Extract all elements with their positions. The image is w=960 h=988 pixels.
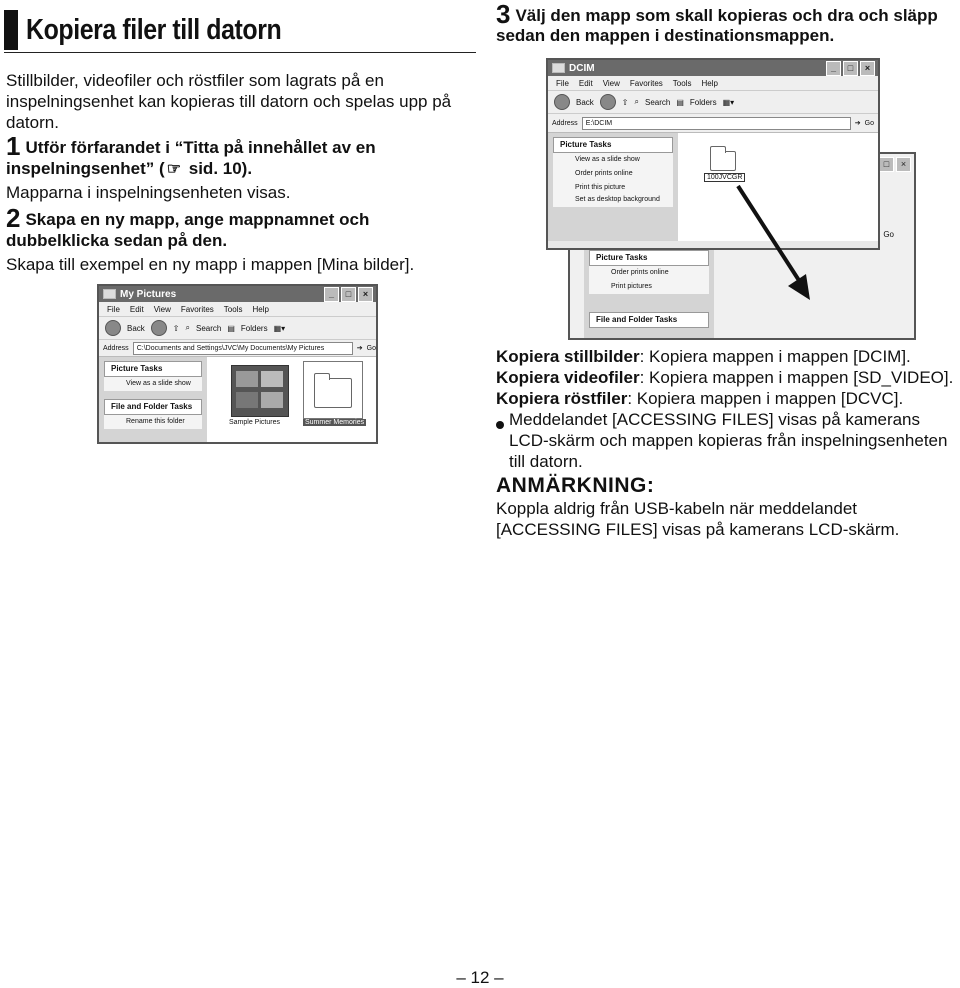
- menu-bar: [99, 302, 376, 317]
- dcim-go-arrow-icon[interactable]: ➔: [854, 120, 861, 127]
- page-title: Kopiera filer till datorn: [26, 14, 282, 46]
- dcim-address-label: Address: [552, 119, 578, 127]
- file-view: [207, 357, 376, 443]
- dcim-folders-icon: ▤: [676, 97, 684, 107]
- dcim-address-bar: [548, 114, 878, 133]
- task-pane: [99, 357, 207, 443]
- dcim-task-pane: [548, 133, 678, 241]
- 100jvcgr-folder-label[interactable]: 100JVCGR: [704, 173, 745, 182]
- close-button[interactable]: ×: [358, 287, 373, 302]
- note-heading: ANMÄRKNING:: [496, 474, 655, 497]
- pointing-hand-icon: ☞: [166, 161, 182, 178]
- step-1-heading-b: sid. 10).: [184, 159, 253, 178]
- dcim-back-arrow-icon[interactable]: [554, 94, 570, 110]
- file-folder-tasks-header[interactable]: File and Folder Tasks: [104, 399, 202, 415]
- dcim-up-folder-icon[interactable]: ⇧: [621, 97, 629, 107]
- step-3-heading: [496, 0, 956, 46]
- 100jvcgr-folder-icon[interactable]: [710, 151, 736, 171]
- step-2-heading-text: Skapa en ny mapp, ange mappnamnet och dubbelklicka sedan på den.: [6, 210, 370, 250]
- dest-picture-tasks-header[interactable]: Picture Tasks: [589, 250, 709, 266]
- page-title-block: [4, 10, 476, 53]
- step-2-text: Skapa till exempel en ny mapp i mappen [Mina bilder].: [6, 255, 415, 274]
- search-button[interactable]: Search: [195, 323, 222, 333]
- dcim-search-icon: ⌕: [634, 97, 639, 106]
- dcim-menu-bar: [548, 76, 878, 91]
- step-1-text: Mapparna i inspelningsenheten visas.: [6, 183, 291, 202]
- drag-arrow-icon: [700, 170, 820, 310]
- dcim-folders-button[interactable]: Folders: [689, 97, 717, 107]
- go-arrow-icon[interactable]: ➔: [356, 345, 363, 352]
- views-icon[interactable]: ▦▾: [273, 323, 286, 333]
- dest-task-print-pictures[interactable]: Print pictures: [589, 280, 709, 294]
- dcim-views-icon[interactable]: ▦▾: [722, 97, 735, 107]
- back-button[interactable]: Back: [127, 323, 145, 333]
- back-arrow-icon[interactable]: [105, 320, 121, 336]
- dcim-menu-edit[interactable]: Edit: [578, 78, 593, 88]
- go-button[interactable]: Go: [366, 344, 376, 352]
- folders-button[interactable]: Folders: [240, 323, 268, 333]
- menu-view[interactable]: View: [153, 304, 171, 314]
- dest-task-order-prints[interactable]: Order prints online: [589, 266, 709, 280]
- bullet-icon: [496, 421, 504, 429]
- dcim-menu-view[interactable]: View: [602, 78, 620, 88]
- menu-edit[interactable]: Edit: [129, 304, 144, 314]
- task-rename-folder[interactable]: Rename this folder: [104, 415, 202, 429]
- menu-tools[interactable]: Tools: [223, 304, 243, 314]
- menu-favorites[interactable]: Favorites: [180, 304, 214, 314]
- folder-icon: [103, 289, 116, 299]
- minimize-button[interactable]: _: [324, 287, 339, 302]
- dcim-address-input[interactable]: E:\DCIM: [582, 117, 851, 130]
- dest-close-button[interactable]: ×: [896, 157, 911, 172]
- title-marker: [4, 10, 18, 50]
- menu-file[interactable]: File: [107, 304, 120, 314]
- search-icon: ⌕: [185, 323, 190, 332]
- step-3-heading-text: Välj den mapp som skall kopieras och dra och släpp sedan den mappen i destinationsmappen.: [496, 6, 938, 45]
- toolbar: [99, 317, 376, 340]
- dcim-search-button[interactable]: Search: [644, 97, 671, 107]
- page-number: – 12 –: [456, 968, 504, 987]
- address-label: Address: [103, 344, 129, 352]
- intro-paragraph: Stillbilder, videofiler och röstfiler som lagrats på en inspelningsenhet kan kopieras till datorn och spelas upp på datorn.: [6, 71, 452, 132]
- copy-line-stills: Kopiera stillbilder: Kopiera mappen i mappen [DCIM].: [496, 347, 911, 366]
- menu-help[interactable]: Help: [252, 304, 269, 314]
- forward-arrow-icon[interactable]: [151, 320, 167, 336]
- dcim-close-button[interactable]: ×: [860, 61, 875, 76]
- summer-memories-folder-icon[interactable]: [303, 361, 363, 419]
- copy-line-video: Kopiera videofiler: Kopiera mappen i mappen [SD_VIDEO].: [496, 368, 954, 387]
- step-1-number: 1: [6, 131, 20, 161]
- dcim-menu-tools[interactable]: Tools: [672, 78, 692, 88]
- dcim-go-button[interactable]: Go: [864, 119, 874, 127]
- step-1-heading-a: Utför förfarandet i “Titta på innehållet av en inspelningsenhet” (: [6, 138, 376, 178]
- dcim-task-print-picture[interactable]: Print this picture: [553, 181, 673, 195]
- dcim-picture-tasks-header[interactable]: Picture Tasks: [553, 137, 673, 153]
- dcim-menu-file[interactable]: File: [556, 78, 569, 88]
- dcim-back-button[interactable]: Back: [576, 97, 594, 107]
- dest-maximize-button[interactable]: □: [879, 157, 894, 172]
- dcim-toolbar: [548, 91, 878, 114]
- dcim-menu-help[interactable]: Help: [701, 78, 718, 88]
- address-bar: [99, 340, 376, 357]
- dcim-task-slide-show[interactable]: View as a slide show: [553, 153, 673, 167]
- summer-memories-label[interactable]: Summer Memories: [305, 419, 365, 426]
- dcim-folder-icon: [552, 63, 565, 73]
- dcim-task-desktop-background[interactable]: Set as desktop background: [553, 195, 673, 207]
- bullet-item: [496, 409, 956, 472]
- dest-go-button[interactable]: Go: [883, 230, 894, 239]
- dcim-minimize-button[interactable]: _: [826, 61, 841, 76]
- window-title: My Pictures: [120, 288, 177, 300]
- dcim-task-order-prints[interactable]: Order prints online: [553, 167, 673, 181]
- copy-line-voice: Kopiera röstfiler: Kopiera mappen i mappen [DCVC].: [496, 389, 904, 408]
- dcim-menu-favorites[interactable]: Favorites: [629, 78, 663, 88]
- folders-icon: ▤: [227, 323, 235, 333]
- sample-pictures-folder-icon[interactable]: [231, 365, 289, 417]
- sample-pictures-label[interactable]: Sample Pictures: [229, 419, 280, 426]
- step-3-number: 3: [496, 0, 510, 29]
- step-1-heading: [6, 131, 476, 180]
- address-input[interactable]: C:\Documents and Settings\JVC\My Documents\My Pictures: [133, 342, 353, 355]
- dcim-maximize-button[interactable]: □: [843, 61, 858, 76]
- note-text: Koppla aldrig från USB-kabeln när meddelandet [ACCESSING FILES] visas på kamerans LCD-skärm.: [496, 499, 900, 539]
- copy-instructions: [496, 346, 956, 472]
- bullet-text: Meddelandet [ACCESSING FILES] visas på kamerans LCD-skärm och mappen kopieras från inspelningsenheten till datorn.: [509, 410, 948, 471]
- picture-tasks-header[interactable]: Picture Tasks: [104, 361, 202, 377]
- task-slide-show[interactable]: View as a slide show: [104, 377, 202, 391]
- dest-file-folder-tasks-header[interactable]: File and Folder Tasks: [589, 312, 709, 328]
- step-2-heading: [6, 203, 476, 251]
- window-titlebar: [99, 286, 376, 302]
- dcim-titlebar: [548, 60, 878, 76]
- my-pictures-window: [97, 284, 378, 444]
- step-2-number: 2: [6, 203, 20, 233]
- up-folder-icon[interactable]: ⇧: [172, 323, 180, 333]
- dcim-window-title: DCIM: [569, 62, 595, 74]
- maximize-button[interactable]: □: [341, 287, 356, 302]
- dest-task-pane: [584, 246, 714, 338]
- dcim-forward-arrow-icon[interactable]: [600, 94, 616, 110]
